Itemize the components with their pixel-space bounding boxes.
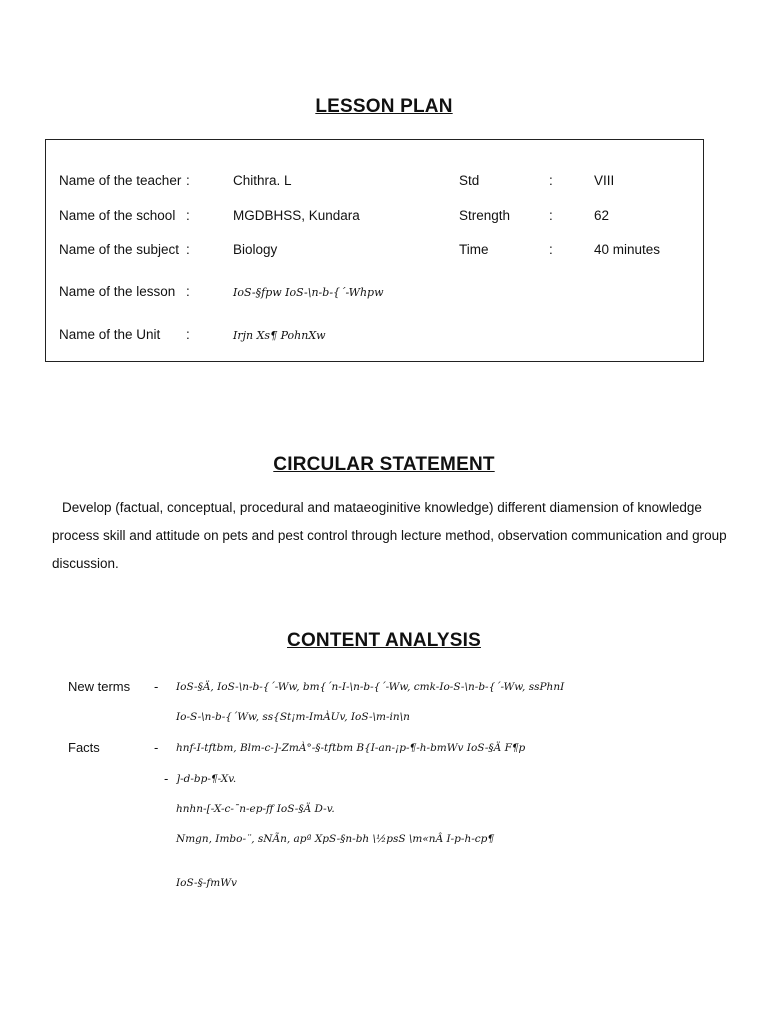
- lesson-value: IoS-§fpw IoS-\n-b-{´-Whpw: [233, 286, 384, 299]
- circular-statement-body: Develop (factual, conceptual, procedural and mataeoginitive knowledge) different diamension of knowledge process skill and attitude on pets and pest control through lecture method, observation communication and group discussion.: [52, 500, 727, 571]
- time-label: Time: [459, 242, 489, 257]
- school-label: Name of the school: [59, 208, 176, 223]
- subject-label: Name of the subject: [59, 242, 180, 257]
- strength-colon: :: [549, 208, 553, 223]
- facts-line-1: hnf-I-tftbm, Blm-c-]-ZmÀ°-§-tftbm B{I-an-¡p-¶-h-bmWv IoS-§Ä F¶p: [176, 742, 526, 754]
- teacher-value: Chithra. L: [233, 173, 292, 188]
- teacher-info-box: [45, 139, 704, 362]
- new-terms-line-1: IoS-§Ä, IoS-\n-b-{´-Ww, bm{´n-I-\n-b-{´-Ww, cmk-Io-S-\n-b-{´-Ww, ssPhnI: [176, 681, 565, 693]
- strength-label: Strength: [459, 208, 511, 223]
- time-colon: :: [549, 242, 553, 257]
- unit-label: Name of the Unit: [59, 327, 161, 342]
- new-terms-line-2: Io-S-\n-b-{´Ww, ss{St¡m-ImÀUv, IoS-\m-in\n: [176, 711, 410, 723]
- std-colon: :: [549, 173, 553, 188]
- facts-dash: -: [154, 740, 159, 755]
- unit-colon: :: [186, 327, 190, 342]
- facts-line-4: Nmgn, Imbo-¨, sNÃn, apª XpS-§n-bh \½psS \m«nÂ I-p-h-cp¶: [176, 833, 495, 845]
- circular-statement-text: [52, 494, 742, 578]
- page-title: LESSON PLAN: [315, 96, 453, 117]
- teacher-label: Name of the teacher: [59, 173, 182, 188]
- facts-line-3: hnhn-[-X-c-¯n-ep-ff IoS-§Ä D-v.: [176, 803, 335, 815]
- lesson-colon: :: [186, 284, 190, 299]
- lesson-label: Name of the lesson: [59, 284, 176, 299]
- school-colon: :: [186, 208, 190, 223]
- facts-line-2: ]-d-bp-¶-Xv.: [176, 773, 237, 785]
- facts-label: Facts: [68, 740, 100, 755]
- unit-value: Irjn Xs¶ PohnXw: [233, 329, 326, 342]
- new-terms-label: New terms: [68, 679, 131, 694]
- circular-statement-heading: CIRCULAR STATEMENT: [273, 454, 495, 475]
- content-analysis-heading: CONTENT ANALYSIS: [287, 630, 481, 651]
- std-label: Std: [459, 173, 480, 188]
- facts-line-5: IoS-§-fmWv: [176, 877, 237, 889]
- new-terms-dash: -: [154, 679, 159, 694]
- time-value: 40 minutes: [594, 242, 661, 257]
- subject-value: Biology: [233, 242, 278, 257]
- teacher-colon: :: [186, 173, 190, 188]
- subject-colon: :: [186, 242, 190, 257]
- school-value: MGDBHSS, Kundara: [233, 208, 360, 223]
- strength-value: 62: [594, 208, 610, 223]
- std-value: VIII: [594, 173, 615, 188]
- facts-dash-2: -: [164, 771, 169, 786]
